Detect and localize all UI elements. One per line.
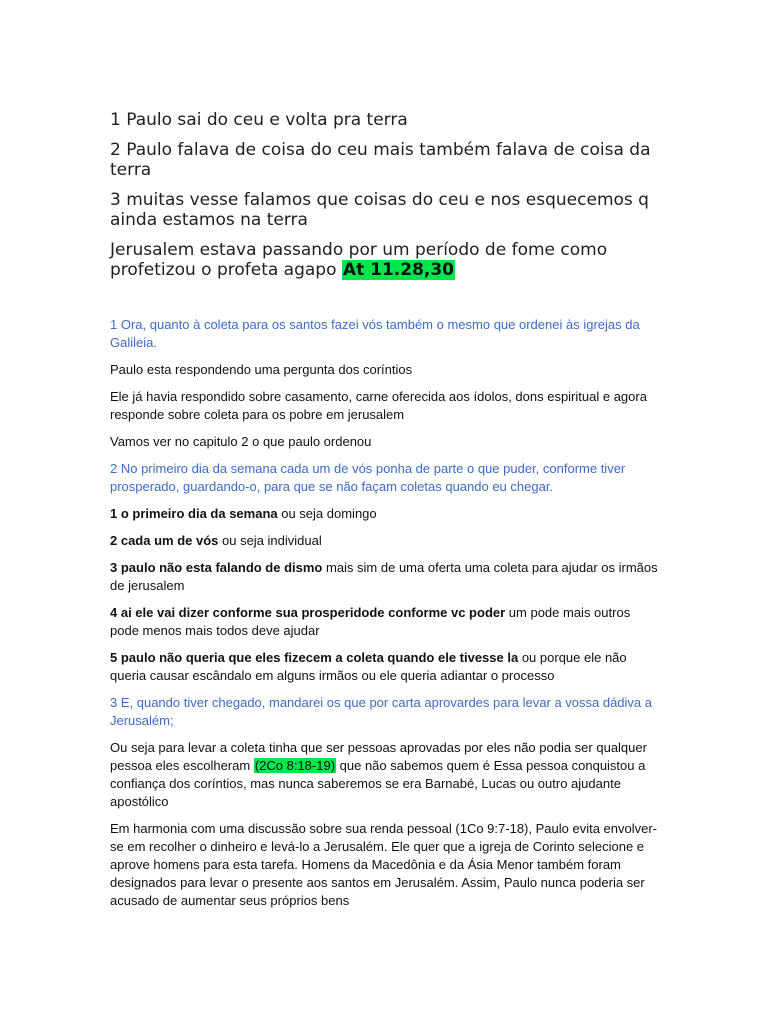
- point-2-bold: 2 cada um de vós: [110, 533, 219, 548]
- point-3-rest: mais sim de uma oferta uma coleta para ajudar os irmãos de jerusalem: [110, 560, 658, 593]
- verse-3: 3 E, quando tiver chegado, mandarei os que por carta aprovardes para levar a vossa dádiva a Jerusalém;: [110, 695, 653, 728]
- paragraph-chapter: Vamos ver no capitulo 2 o que paulo ordenou: [110, 434, 372, 449]
- point-1-rest: ou seja domingo: [277, 506, 377, 521]
- point-3: [110, 559, 660, 595]
- jerusalem-paragraph: [110, 240, 660, 280]
- verse-2: 2 No primeiro dia da semana cada um de vós ponha de parte o que puder, conforme tiver prosperado, guardando-o, para que se não façam coletas quando eu chegar.: [110, 461, 626, 494]
- jerusalem-text: Jerusalem estava passando por um período de fome como profetizou o profeta agapo: [110, 240, 608, 280]
- heading-3: 3 muitas vesse falamos que coisas do ceu e nos esquecemos q ainda estamos na terra: [110, 190, 649, 230]
- paragraph-harmony: Em harmonia com uma discussão sobre sua renda pessoal (1Co 9:7-18), Paulo evita envolver-se em recolher o dinheiro e levá-lo a Jerusalém. Ele quer que a igreja de Corinto selecione e aprove homens para esta tarefa. Homens da Macedônia e da Ásia Menor também foram designados para levar o presente aos santos em Jerusalém. Assim, Paulo nunca poderia ser acusado de aumentar seus próprios bens: [110, 821, 657, 908]
- paragraph-already-answered: Ele já havia respondido sobre casamento, carne oferecida aos ídolos, dons espiritual e agora responde sobre coleta para os pobre em jerusalem: [110, 389, 647, 422]
- point-1-bold: 1 o primeiro dia da semana: [110, 506, 278, 521]
- approved-before: Ou seja para levar a coleta tinha que ser pessoas aprovadas por eles não podia ser qualquer pessoa eles escolheram: [110, 740, 647, 773]
- acts-reference-highlight: At 11.28,30: [342, 260, 455, 280]
- point-5: [110, 649, 660, 685]
- point-5-bold: 5 paulo não queria que eles fizecem a coleta quando ele tivesse la: [110, 650, 519, 665]
- point-4-rest: um pode mais outros pode menos mais todos deve ajudar: [110, 605, 631, 638]
- point-4-bold: 4 ai ele vai dizer conforme sua prosperidode conforme vc poder: [110, 605, 506, 620]
- approved-after: que não sabemos quem é Essa pessoa conquistou a confiança dos coríntios, mas nunca saberemos se era Barnabé, Lucas ou outro ajudante apostólico: [110, 758, 646, 809]
- point-3-bold: 3 paulo não esta falando de dismo: [110, 560, 323, 575]
- heading-1: 1 Paulo sai do ceu e volta pra terra: [110, 110, 408, 130]
- point-4: [110, 604, 660, 640]
- point-1: [110, 505, 660, 523]
- heading-2: 2 Paulo falava de coisa do ceu mais também falava de coisa da terra: [110, 140, 651, 180]
- paragraph-answering: Paulo esta respondendo uma pergunta dos coríntios: [110, 362, 413, 377]
- document-body: [110, 110, 660, 919]
- paragraph-approved: [110, 739, 660, 811]
- spacer: [110, 290, 660, 316]
- point-5-rest: ou porque ele não queria causar escândalo em alguns irmãos ou ele queria adiantar o processo: [110, 650, 627, 683]
- verse-1: 1 Ora, quanto à coleta para os santos fazei vós também o mesmo que ordenei às igrejas da Galileia.: [110, 317, 640, 350]
- point-2: [110, 532, 660, 550]
- point-2-rest: ou seja individual: [218, 533, 322, 548]
- corinthians-reference-highlight: (2Co 8:18-19): [254, 758, 336, 773]
